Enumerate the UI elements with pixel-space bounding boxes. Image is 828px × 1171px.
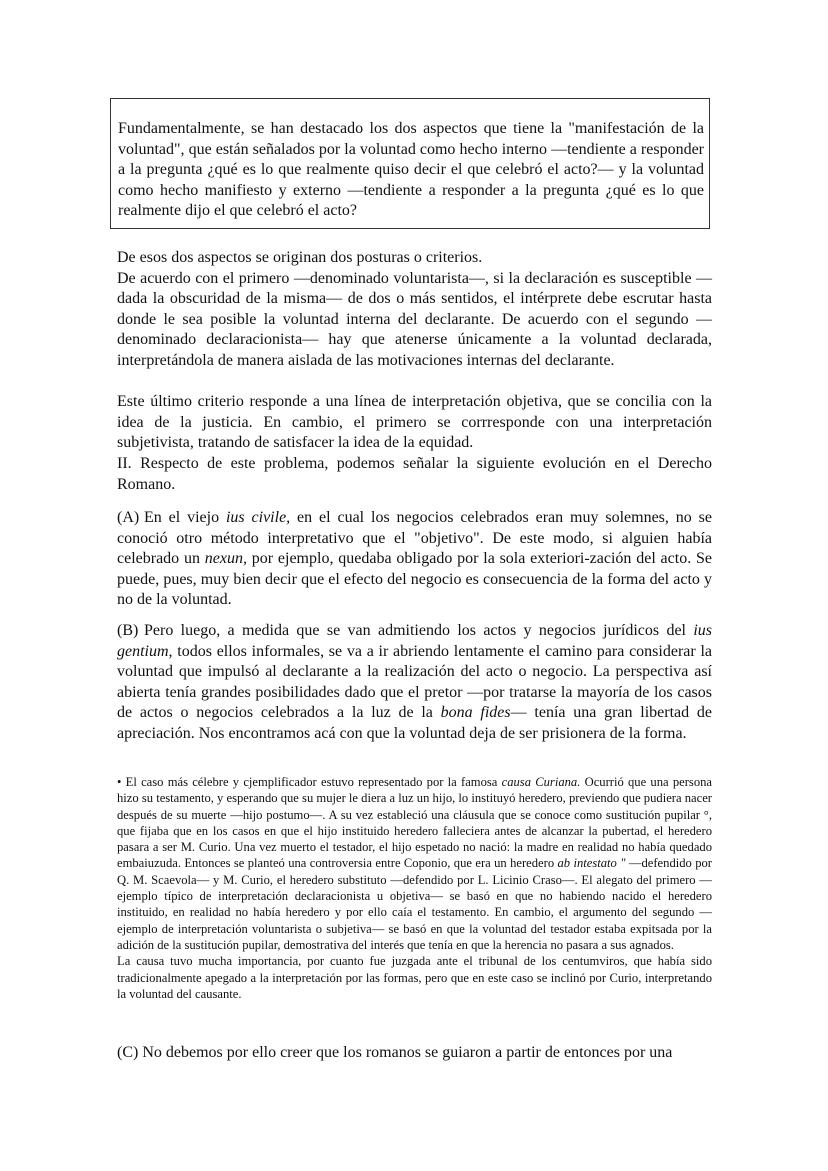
paragraph-intro: De esos dos aspectos se originan dos posturas o criterios. xyxy=(117,249,483,266)
paragraph-a-italic-nexun: nexun, xyxy=(204,550,247,568)
paragraph-objective-subjective: Este último criterio responde a una línea de interpretación objetiva, que se concilia con la idea de la justicia. En cambio, el primero se corrresponde con una interpretación subjetivista, tratando de satisfacer la idea de la equidad. xyxy=(117,393,712,452)
paragraph-a-text-2: en el cual los negocios celebrados eran muy solemnes, no se conoció otro método interpretativo que el "objetivo". De este modo, si alguien había celebrado un xyxy=(117,509,713,568)
paragraph-a-italic-ius-civile: ius civile, xyxy=(225,509,291,526)
footnote-text-3: —defendido por Q. M. Scaevola— y M. Curio, el heredero substituto —defendido por L. Licinio Craso—. El alegato del primero —ejemplo típico de interpretación declaracionista u objetiva— se basó en que no habiendo nacido el heredero instituido, en realidad no había heredero y por ello caía el testamento. En cambio, el argumento del segundo —ejemplo de interpretación voluntarista o subjetiva— se basó en que la voluntad del testador estaba expitsada por la adición de la sustitución pupilar, demostrativa del interés que tenía en que la herencia no pasara a sus agnados. xyxy=(117,856,712,952)
box-paragraph: Fundamentalmente, se han destacado los dos aspectos que tiene la "manifestación de la voluntad", que están señalados por la voluntad como hecho interno —tendiente a responder a la pregunta ¿qué es lo que realmente quiso decir el que celebró el acto?— y la voluntad como hecho manifiesto y externo —tendiente a responder a la pregunta ¿qué es lo que realmente dijo el que celebró el acto? xyxy=(118,120,704,220)
paragraph-c: (C) No debemos por ello creer que los romanos se guiaron a partir de entonces por una xyxy=(117,1044,673,1061)
paragraph-a xyxy=(117,508,712,611)
highlighted-text-box xyxy=(110,98,710,229)
footnote-text-2: Ocurrió que una persona hizo su testamento, y esperando que su mujer le diera a luz un hijo, lo instituyó heredero, previendo que pudiera nacer después de su muerte —hijo postumo—. A su vez estableció una cláusula que se conoce como sustitución pupilar °, que fijaba que en los casos en que el hijo instituido heredero falleciera antes de alcanzar la pubertad, el heredero pasara a ser M. Curio. Una vez muerto el testador, el hijo espetado no nació: la madre en realidad no había quedado embaiuzuda. Entonces se planteó una controversia entre Coponio, que era un heredero xyxy=(117,775,713,871)
paragraph-b-text-1: Pero luego, a medida que se van admitiendo los actos y negocios jurídicos del xyxy=(144,622,694,639)
footnote-italic-ab-intestato: ab intestato " xyxy=(557,856,626,871)
paragraph-b-label: (B) xyxy=(117,622,139,639)
paragraph-b-text-2: todos ellos informales, se va a ir abriendo lentamente el camino para considerar la voluntad que impulsó al declarante a la realización del acto o negocio. La perspectiva así abierta tenía grandes posibilidades dado que el pretor —por tratarse la mayoría de los casos de actos o negocios celebrados a la luz de la xyxy=(117,642,712,722)
paragraph-b xyxy=(117,621,712,745)
paragraph-a-label: (A) xyxy=(117,509,140,526)
footnote xyxy=(117,774,712,1002)
paragraph-section-ii: II. Respecto de este problema, podemos señalar la siguiente evolución en el Derecho Romano. xyxy=(117,455,712,493)
footnote-text-1: El caso más célebre y cjemplificador estuvo representado por la famosa xyxy=(121,775,502,789)
paragraph-criteria: De acuerdo con el primero —denominado voluntarista—, si la declaración es susceptible —dada la obscuridad de la misma— de dos o más sentidos, el intérprete debe escrutar hasta donde le sea posible la voluntad interna del declarante. De acuerdo con el segundo —denominado declaracionista— hay que atenerse únicamente a la voluntad declarada, interpretándola de manera aislada de las motivaciones internas del declarante. xyxy=(117,269,712,369)
footnote-importance-paragraph: La causa tuvo mucha importancia, por cuanto fue juzgada ante el tribunal de los centumviros, que había sido tradicionalmente apegado a la interpretación por las formas, pero que en este caso se inclinó por Curio, interpretando la voluntad del causante. xyxy=(117,954,712,1001)
paragraph-a-text-1: En el viejo xyxy=(144,509,226,526)
footnote-bullet: • xyxy=(117,775,122,789)
footnote-case-paragraph xyxy=(117,774,712,953)
paragraph-a-text-3: por ejemplo, quedaba obligado por la sola exteriori-zación del acto. Se puede, pues, muy bien decir que el efecto del negocio es consecuencia de la forma del acto y no de la voluntad. xyxy=(117,550,713,609)
paragraph-b-italic-bona-fides: bona fides xyxy=(440,704,511,722)
paragraph-b-text-3: — tenía una gran libertad de apreciación. Nos encontramos acá con que la voluntad deja de ser prisionera de la forma. xyxy=(117,704,713,742)
paragraph-b-italic-ius-gentium: ius gentium, xyxy=(117,622,712,660)
footnote-italic-causa-curiana: causa Curiana. xyxy=(501,775,581,789)
